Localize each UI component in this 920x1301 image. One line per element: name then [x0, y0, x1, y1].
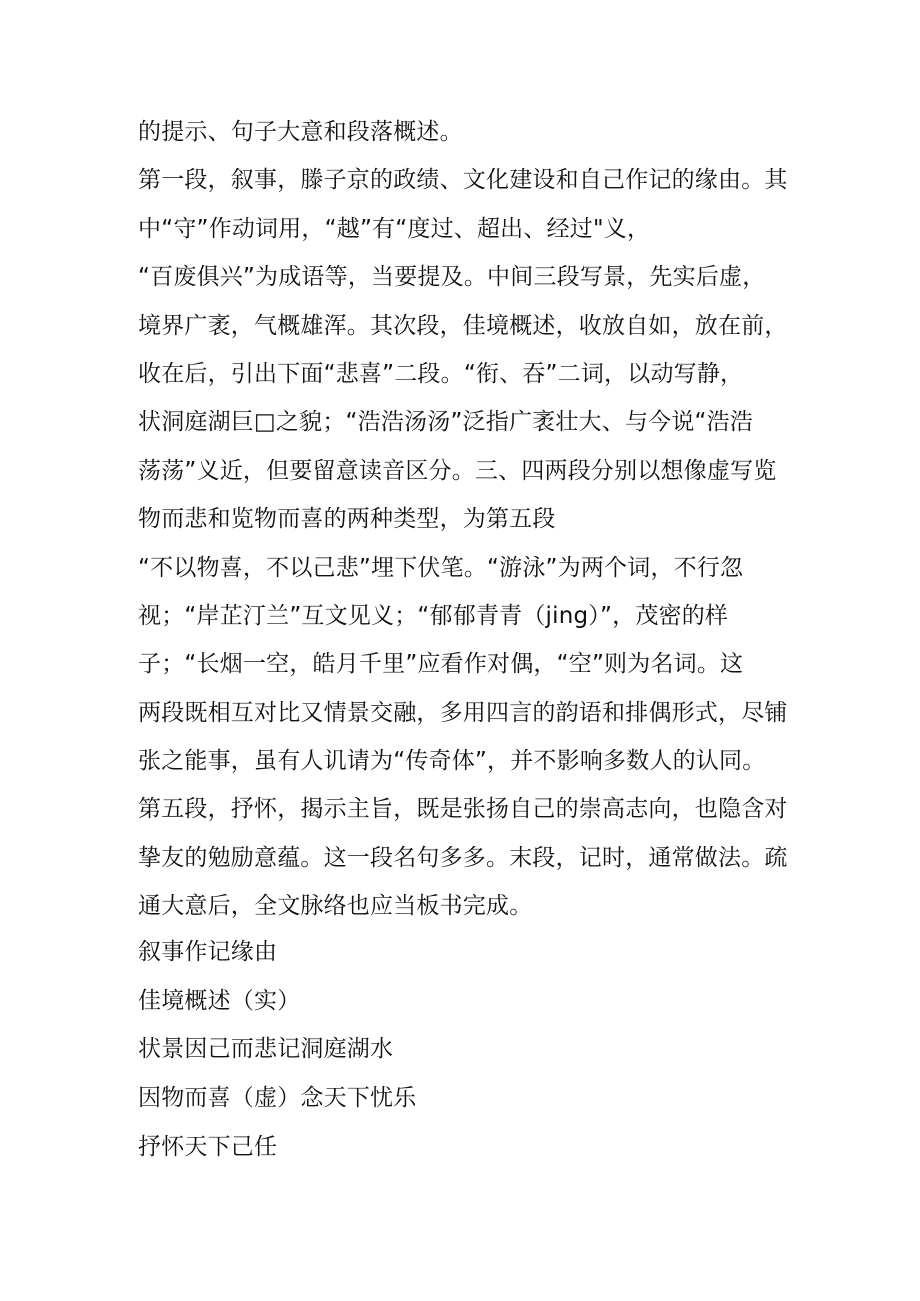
text-line: 中“守”作动词用，“越”有“度过、超出、经过"义， — [138, 215, 651, 242]
text-line: “百废俱兴”为成语等，当要提及。中间三段写景，先实后虚， — [138, 264, 766, 291]
text-line: 两段既相互对比又情景交融，多用四言的韵语和排偶形式，尽铺 — [138, 699, 788, 726]
text-line: 的提示、句子大意和段落概述。 — [138, 119, 463, 145]
text-line: 通大意后，全文脉络也应当板书完成。 — [138, 893, 533, 920]
body-paragraph — [138, 108, 802, 931]
text-line: 子；“长烟一空，皓月千里”应看作对偶，“空”则为名词。这 — [138, 651, 744, 678]
outline-line: 叙事作记缘由 — [138, 939, 278, 965]
text-line: 挚友的勉励意蕴。这一段名句多多。末段，记时，通常做法。疏 — [138, 844, 788, 871]
text-line: 收在后，引出下面“悲喜”二段。“衔、吞”二词，以动写静， — [138, 360, 744, 387]
text-line: 视；“岸芷汀兰”互文见义；“郁郁青青（jing）”，茂密的样 — [138, 602, 729, 629]
text-line: 第一段，叙事，滕子京的政绩、文化建设和自己作记的缘由。其 — [138, 167, 788, 194]
text-line: 物而悲和览物而喜的两种类型，为第五段 — [138, 506, 556, 533]
text-line: 张之能事，虽有人讥请为“传奇体”，并不影响多数人的认同。 — [138, 748, 766, 775]
text-line: 状洞庭湖巨□之貌；“浩浩汤汤”泛指广袤壮大、与今说“浩浩 — [138, 409, 754, 436]
text-line: 境界广袤，气概雄浑。其次段，佳境概述，收放自如，放在前， — [138, 312, 788, 339]
outline-line: 因物而喜（虚）念天下忧乐 — [138, 1085, 417, 1112]
text-line: 第五段，抒怀，揭示主旨，既是张扬自己的崇高志向，也隐含对 — [138, 796, 788, 823]
outline-line: 佳境概述（实） — [138, 987, 301, 1014]
board-outline — [138, 928, 638, 1171]
outline-line: 状景因己而悲记洞庭湖水 — [138, 1036, 394, 1063]
outline-line: 抒怀天下己任 — [138, 1133, 278, 1160]
text-line: 荡荡”义近，但要留意读音区分。三、四两段分别以想像虚写览 — [138, 457, 777, 484]
text-line: “不以物喜，不以己悲”埋下伏笔。“游泳”为两个词，不行忽 — [138, 554, 744, 581]
